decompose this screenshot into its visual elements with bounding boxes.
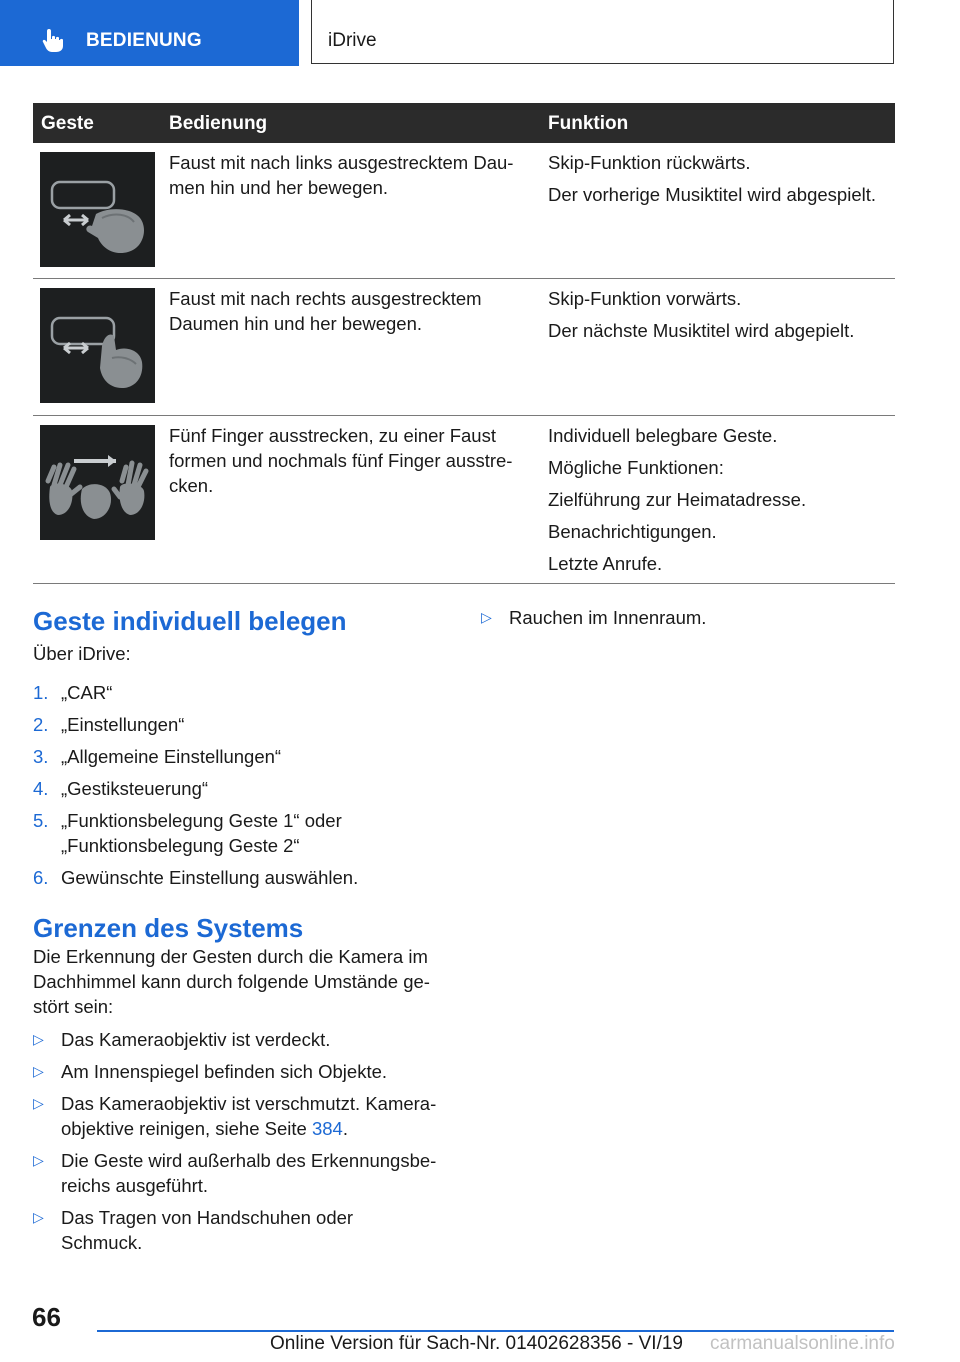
- list-item: [33, 1091, 453, 1141]
- funktion-cell: [548, 150, 898, 214]
- header-funktion: Funktion: [548, 113, 629, 134]
- step-text: „CAR“: [61, 682, 113, 703]
- bedienung-text: Fünf Finger ausstrecken, zu einer Faust formen und nochmals fünf Finger ausstre- cken.: [169, 425, 513, 496]
- steps-list: [33, 680, 453, 890]
- list-item: [481, 605, 895, 630]
- list-item: [33, 1148, 453, 1198]
- triangle-bullet-icon: ▷: [33, 1095, 44, 1111]
- funktion-line: Skip-Funktion vorwärts.: [548, 288, 742, 309]
- bedienung-text: Faust mit nach rechts ausgestrecktem Daumen hin und her bewegen.: [169, 288, 482, 334]
- step-text: „Einstellungen“: [61, 714, 185, 735]
- bullet-text: Die Geste wird außerhalb des Erkennungsbe- reichs ausgeführt.: [61, 1150, 437, 1196]
- funktion-line: Individuell belegbare Geste.: [548, 425, 778, 446]
- header-geste: Geste: [41, 113, 94, 134]
- step-number: 1.: [33, 682, 49, 703]
- funktion-cell: [548, 286, 898, 350]
- list-item: [33, 712, 453, 737]
- section-intro: Über iDrive:: [33, 643, 131, 664]
- limits-list: [33, 1027, 453, 1255]
- funktion-line: Der nächste Musiktitel wird abgepielt.: [548, 320, 855, 341]
- bedienung-text: Faust mit nach links ausgestrecktem Dau- men hin und her bewegen.: [169, 152, 514, 198]
- bullet-text: Das Tragen von Handschuhen oder Schmuck.: [61, 1207, 354, 1253]
- footer-text: Online Version für Sach-Nr. 01402628356 - VI/19: [270, 1333, 683, 1354]
- triangle-bullet-icon: ▷: [481, 609, 492, 625]
- page-link-384[interactable]: 384: [311, 1118, 343, 1139]
- limits-list-continued: [481, 605, 895, 630]
- funktion-line: Mögliche Funktionen:: [548, 457, 724, 478]
- section-title-system-limits: Grenzen des Systems: [33, 913, 304, 943]
- list-item: [33, 680, 453, 705]
- bullet-text: Das Kameraobjektiv ist verdeckt.: [61, 1029, 331, 1050]
- header-bedienung: Bedienung: [169, 113, 268, 134]
- table-row: [33, 143, 895, 279]
- bullet-text: Am Innenspiegel befinden sich Objekte.: [61, 1061, 388, 1082]
- chapter-tab: [311, 0, 894, 64]
- list-item: [33, 1205, 453, 1255]
- gesture-five-fingers-icon: [40, 425, 155, 540]
- step-number: 3.: [33, 746, 49, 767]
- list-item: [33, 776, 453, 801]
- gesture-table: [33, 103, 895, 584]
- right-column: [481, 605, 895, 637]
- page-number: 66: [32, 1302, 61, 1332]
- list-item: [33, 865, 453, 890]
- step-number: 4.: [33, 778, 49, 799]
- hand-pointer-icon: [40, 27, 66, 53]
- section-intro: Die Erkennung der Gesten durch die Kamera im Dachhimmel kann durch folgende Umstände ge- stört sein:: [33, 946, 430, 1017]
- gesture-image: [40, 425, 155, 540]
- step-number: 6.: [33, 867, 49, 888]
- gesture-thumb-left-icon: [40, 152, 155, 267]
- funktion-line: Benachrichtigungen.: [548, 521, 717, 542]
- step-text: Gewünschte Einstellung auswählen.: [61, 867, 359, 888]
- bullet-text: Rauchen im Innenraum.: [509, 607, 707, 628]
- funktion-line: Letzte Anrufe.: [548, 553, 663, 574]
- triangle-bullet-icon: ▷: [33, 1031, 44, 1047]
- table-header: [33, 103, 895, 143]
- section-title-gesture-assign: Geste individuell belegen: [33, 606, 347, 636]
- funktion-line: Zielführung zur Heimatadresse.: [548, 489, 807, 510]
- step-text: „Funktionsbelegung Geste 1“ oder „Funktionsbelegung Geste 2“: [61, 810, 342, 856]
- list-item: [33, 1027, 453, 1052]
- gesture-image: [40, 288, 155, 403]
- watermark: carmanualsonline.info: [710, 1333, 895, 1354]
- footer-divider: [97, 1330, 894, 1332]
- triangle-bullet-icon: ▷: [33, 1063, 44, 1079]
- bullet-text: .: [342, 1118, 348, 1139]
- left-column: [33, 605, 453, 1262]
- list-item: [33, 808, 453, 858]
- funktion-line: Der vorherige Musiktitel wird abgespielt.: [548, 184, 876, 205]
- funktion-line: Skip-Funktion rückwärts.: [548, 152, 751, 173]
- step-number: 2.: [33, 714, 49, 735]
- section-tab: [0, 0, 299, 66]
- step-text: „Gestiksteuerung“: [61, 778, 209, 799]
- list-item: [33, 1059, 453, 1084]
- chapter-label: iDrive: [328, 30, 377, 51]
- section-label: BEDIENUNG: [86, 30, 202, 51]
- table-row: [33, 416, 895, 584]
- step-number: 5.: [33, 810, 49, 831]
- gesture-thumb-right-icon: [40, 288, 155, 403]
- step-text: „Allgemeine Einstellungen“: [61, 746, 282, 767]
- bullet-text: Das Kameraobjektiv ist verschmutzt. Kamera- objektive reinigen, siehe Seite: [61, 1093, 437, 1139]
- triangle-bullet-icon: ▷: [33, 1152, 44, 1168]
- funktion-cell: [548, 423, 898, 583]
- list-item: [33, 744, 453, 769]
- triangle-bullet-icon: ▷: [33, 1209, 44, 1225]
- table-row: [33, 279, 895, 416]
- gesture-image: [40, 152, 155, 267]
